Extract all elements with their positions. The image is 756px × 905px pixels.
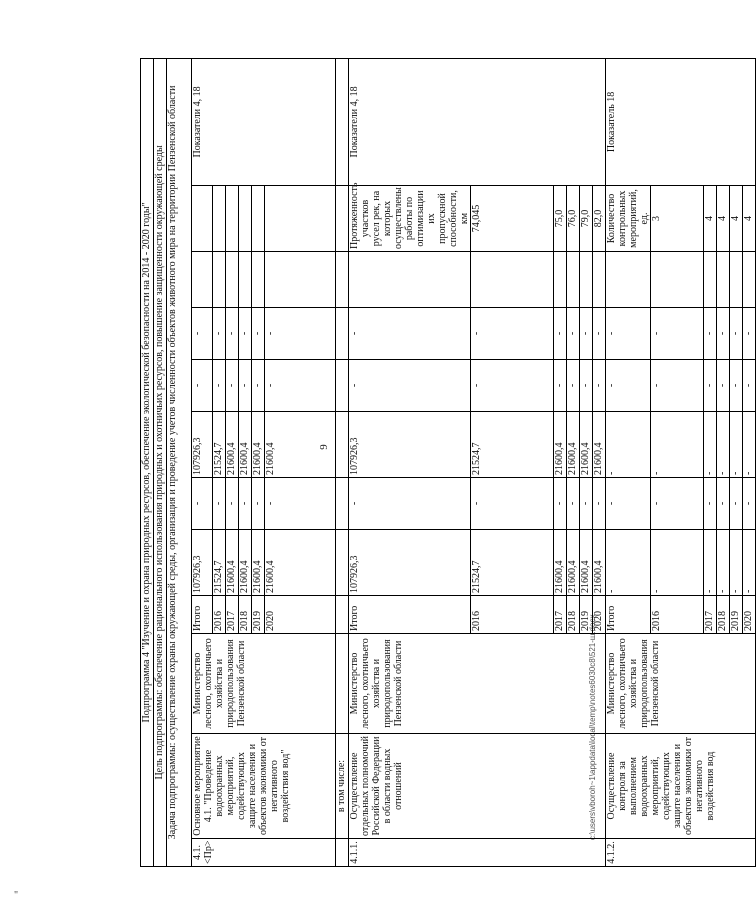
extrabudget-cell: - <box>471 308 554 360</box>
indicator-value: 79,0 <box>580 186 593 252</box>
stray-mark: " <box>14 890 19 901</box>
indicator-value: 82,0 <box>593 186 606 252</box>
federal-cell: - <box>730 478 743 530</box>
total-cell: 21600,4 <box>593 530 606 596</box>
empty-cell <box>336 530 349 596</box>
total-cell: - <box>743 530 756 596</box>
municipal-cell: - <box>606 360 651 412</box>
empty-cell <box>336 360 349 412</box>
executor-name: Министерство лесного, охотничьего хозяйства и природопользования Пензенской области <box>192 634 336 734</box>
reserve-cell <box>192 252 213 308</box>
extrabudget-cell: - <box>717 308 730 360</box>
extrabudget-cell: - <box>651 308 704 360</box>
indicator-value: 4 <box>704 186 717 252</box>
total-cell: 21600,4 <box>239 530 252 596</box>
federal-cell: - <box>252 478 265 530</box>
empty-cell <box>336 596 349 634</box>
year-cell: 2020 <box>743 596 756 634</box>
municipal-cell: - <box>226 360 239 412</box>
empty-cell <box>336 308 349 360</box>
regional-cell: - <box>651 412 704 478</box>
total-cell: 21600,4 <box>580 530 593 596</box>
total-cell: - <box>704 530 717 596</box>
federal-cell: - <box>651 478 704 530</box>
empty-cell <box>336 412 349 478</box>
extrabudget-cell: - <box>606 308 651 360</box>
indicator-reference: Показатели 4, 18 <box>192 58 336 185</box>
federal-cell: - <box>554 478 567 530</box>
total-cell: 21524,7 <box>471 530 554 596</box>
executor-name: Министерство лесного, охотничьего хозяйства и природопользования Пензенской области <box>349 634 606 734</box>
reserve-cell <box>593 252 606 308</box>
regional-cell: 107926,3 <box>192 412 213 478</box>
rotated-table-container <box>140 59 754 867</box>
reserve-cell <box>554 252 567 308</box>
regional-cell: 21600,4 <box>567 412 580 478</box>
reserve-cell <box>606 252 651 308</box>
federal-cell: - <box>743 478 756 530</box>
total-cell: - <box>717 530 730 596</box>
year-cell: Итого <box>606 596 651 634</box>
regional-cell: - <box>606 412 651 478</box>
year-cell: Итого <box>192 596 213 634</box>
extrabudget-cell: - <box>704 308 717 360</box>
regional-cell: 21600,4 <box>580 412 593 478</box>
federal-cell: - <box>349 478 471 530</box>
municipal-cell: - <box>580 360 593 412</box>
indicator-value: 75,0 <box>554 186 567 252</box>
table-body <box>192 58 756 866</box>
year-cell: 2020 <box>265 596 336 634</box>
municipal-cell: - <box>593 360 606 412</box>
empty-cell <box>336 252 349 308</box>
reserve-cell <box>743 252 756 308</box>
subsection-num <box>336 839 349 867</box>
indicator-value: 4 <box>717 186 730 252</box>
reserve-cell <box>567 252 580 308</box>
extrabudget-cell: - <box>567 308 580 360</box>
federal-cell: - <box>239 478 252 530</box>
regional-cell: 21600,4 <box>554 412 567 478</box>
federal-cell: - <box>606 478 651 530</box>
extrabudget-cell: - <box>593 308 606 360</box>
empty-cell <box>336 634 349 734</box>
year-cell: 2019 <box>252 596 265 634</box>
federal-cell: - <box>226 478 239 530</box>
regional-cell: 21524,7 <box>471 412 554 478</box>
reserve-cell <box>252 252 265 308</box>
regional-cell: 21524,7 <box>213 412 226 478</box>
extrabudget-cell: - <box>580 308 593 360</box>
municipal-cell: - <box>239 360 252 412</box>
row-number: 4.1. <Пр> <box>192 839 336 867</box>
total-cell: 21600,4 <box>226 530 239 596</box>
municipal-cell: - <box>349 360 471 412</box>
table-row <box>606 58 651 866</box>
municipal-cell: - <box>192 360 213 412</box>
reserve-cell <box>265 252 336 308</box>
year-cell: 2020 <box>593 596 606 634</box>
table-row <box>192 58 213 866</box>
total-cell: - <box>730 530 743 596</box>
regional-cell: 21600,4 <box>239 412 252 478</box>
total-cell: 21600,4 <box>567 530 580 596</box>
municipal-cell: - <box>730 360 743 412</box>
indicator-value: 4 <box>743 186 756 252</box>
extrabudget-cell: - <box>239 308 252 360</box>
municipal-cell: - <box>717 360 730 412</box>
file-path-footer: c:\users\vboroh~1\appdata\local\temp\notes6030c8\521-ш.docx <box>588 614 597 840</box>
subsection-row <box>336 58 349 866</box>
total-cell: 107926,3 <box>192 530 213 596</box>
indicator-reference: Показатели 4, 18 <box>349 58 606 185</box>
empty-cell <box>336 58 349 185</box>
regional-cell: - <box>730 412 743 478</box>
program-task: Задача подпрограммы: осуществление охраны окружающей среды, организация и проведение учетов численности объектов животного мира на территории Пензенской области <box>167 58 192 866</box>
federal-cell: - <box>471 478 554 530</box>
extrabudget-cell: - <box>252 308 265 360</box>
total-cell: - <box>651 530 704 596</box>
regional-cell: 107926,3 <box>349 412 471 478</box>
reserve-cell <box>717 252 730 308</box>
program-table <box>140 58 756 867</box>
extrabudget-cell: - <box>192 308 213 360</box>
regional-cell: 21600,4 <box>593 412 606 478</box>
indicator-name <box>192 186 213 252</box>
extrabudget-cell: - <box>265 308 336 360</box>
indicator-name: Протяженность участков русел рек, на которых осуществлены работы по оптимизации их пропускной способности, км <box>349 186 471 252</box>
municipal-cell: - <box>213 360 226 412</box>
reserve-cell <box>239 252 252 308</box>
municipal-cell: - <box>252 360 265 412</box>
regional-cell: 21600,4 <box>265 412 336 478</box>
regional-cell: 21600,4 <box>226 412 239 478</box>
total-cell: 21600,4 <box>554 530 567 596</box>
table-row <box>349 58 471 866</box>
federal-cell: - <box>213 478 226 530</box>
year-cell: 2016 <box>213 596 226 634</box>
regional-cell: - <box>704 412 717 478</box>
year-cell: 2018 <box>239 596 252 634</box>
measure-name: Основное мероприятие 4.1. "Проведение водоохранных мероприятий, содействующих защите населения и объектов экономики от негативного воздействия вод" <box>192 734 336 839</box>
regional-cell: 21600,4 <box>252 412 265 478</box>
regional-cell: - <box>743 412 756 478</box>
municipal-cell: - <box>567 360 580 412</box>
indicator-value <box>265 186 336 252</box>
empty-cell <box>336 186 349 252</box>
indicator-name: Количество контрольных мероприятий, ед. <box>606 186 651 252</box>
municipal-cell: - <box>651 360 704 412</box>
year-cell: 2019 <box>730 596 743 634</box>
measure-name: Осуществление отдельных полномочий Российской Федерации в области водных отношений <box>349 734 606 839</box>
total-cell: 107926,3 <box>349 530 471 596</box>
reserve-cell <box>471 252 554 308</box>
extrabudget-cell: - <box>743 308 756 360</box>
federal-cell: - <box>567 478 580 530</box>
municipal-cell: - <box>471 360 554 412</box>
indicator-value: 3 <box>651 186 704 252</box>
year-cell: 2017 <box>226 596 239 634</box>
extrabudget-cell: - <box>554 308 567 360</box>
extrabudget-cell: - <box>349 308 471 360</box>
federal-cell: - <box>704 478 717 530</box>
reserve-cell <box>704 252 717 308</box>
row-number: 4.1.2. <box>606 839 756 867</box>
indicator-value <box>226 186 239 252</box>
federal-cell: - <box>580 478 593 530</box>
reserve-cell <box>349 252 471 308</box>
reserve-cell <box>730 252 743 308</box>
year-cell: 2019 <box>580 596 593 634</box>
indicator-value <box>213 186 226 252</box>
indicator-value <box>239 186 252 252</box>
federal-cell: - <box>593 478 606 530</box>
page-number: 9 <box>318 444 330 450</box>
empty-cell <box>336 478 349 530</box>
program-goal: Цель подпрограммы: обеспечение рационального использования природных и охотничьих ресурсов, повышение защищенности окружающей среды <box>154 58 167 866</box>
municipal-cell: - <box>743 360 756 412</box>
in-that-number-label: в том числе: <box>336 734 349 839</box>
indicator-value: 4 <box>730 186 743 252</box>
executor-name: Министерство лесного, охотничьего хозяйства и природопользования Пензенской области <box>606 634 756 734</box>
federal-cell: - <box>717 478 730 530</box>
year-cell: 2016 <box>651 596 704 634</box>
total-cell: 21600,4 <box>265 530 336 596</box>
extrabudget-cell: - <box>226 308 239 360</box>
reserve-cell <box>213 252 226 308</box>
extrabudget-cell: - <box>213 308 226 360</box>
municipal-cell: - <box>265 360 336 412</box>
total-cell: 21600,4 <box>252 530 265 596</box>
indicator-reference: Показатель 18 <box>606 58 756 185</box>
federal-cell: - <box>192 478 213 530</box>
row-number: 4.1.1. <box>349 839 606 867</box>
year-cell: Итого <box>349 596 471 634</box>
year-cell: 2017 <box>554 596 567 634</box>
indicator-value: 76,0 <box>567 186 580 252</box>
measure-name: Осуществление контроля за выполнением водоохранных мероприятий, содействующих защите населения и объектов экономики от негативного воздействия вод <box>606 734 756 839</box>
year-cell: 2018 <box>717 596 730 634</box>
municipal-cell: - <box>554 360 567 412</box>
indicator-value: 74,045 <box>471 186 554 252</box>
total-cell: - <box>606 530 651 596</box>
year-cell: 2017 <box>704 596 717 634</box>
year-cell: 2016 <box>471 596 554 634</box>
reserve-cell <box>226 252 239 308</box>
total-cell: 21524,7 <box>213 530 226 596</box>
program-title: Подпрограмма 4 "Изучение и охрана природных ресурсов, обеспечение экологической безопасности на 2014 - 2020 годы" <box>141 58 154 866</box>
municipal-cell: - <box>704 360 717 412</box>
indicator-value <box>252 186 265 252</box>
federal-cell: - <box>265 478 336 530</box>
regional-cell: - <box>717 412 730 478</box>
extrabudget-cell: - <box>730 308 743 360</box>
reserve-cell <box>651 252 704 308</box>
year-cell: 2018 <box>567 596 580 634</box>
reserve-cell <box>580 252 593 308</box>
